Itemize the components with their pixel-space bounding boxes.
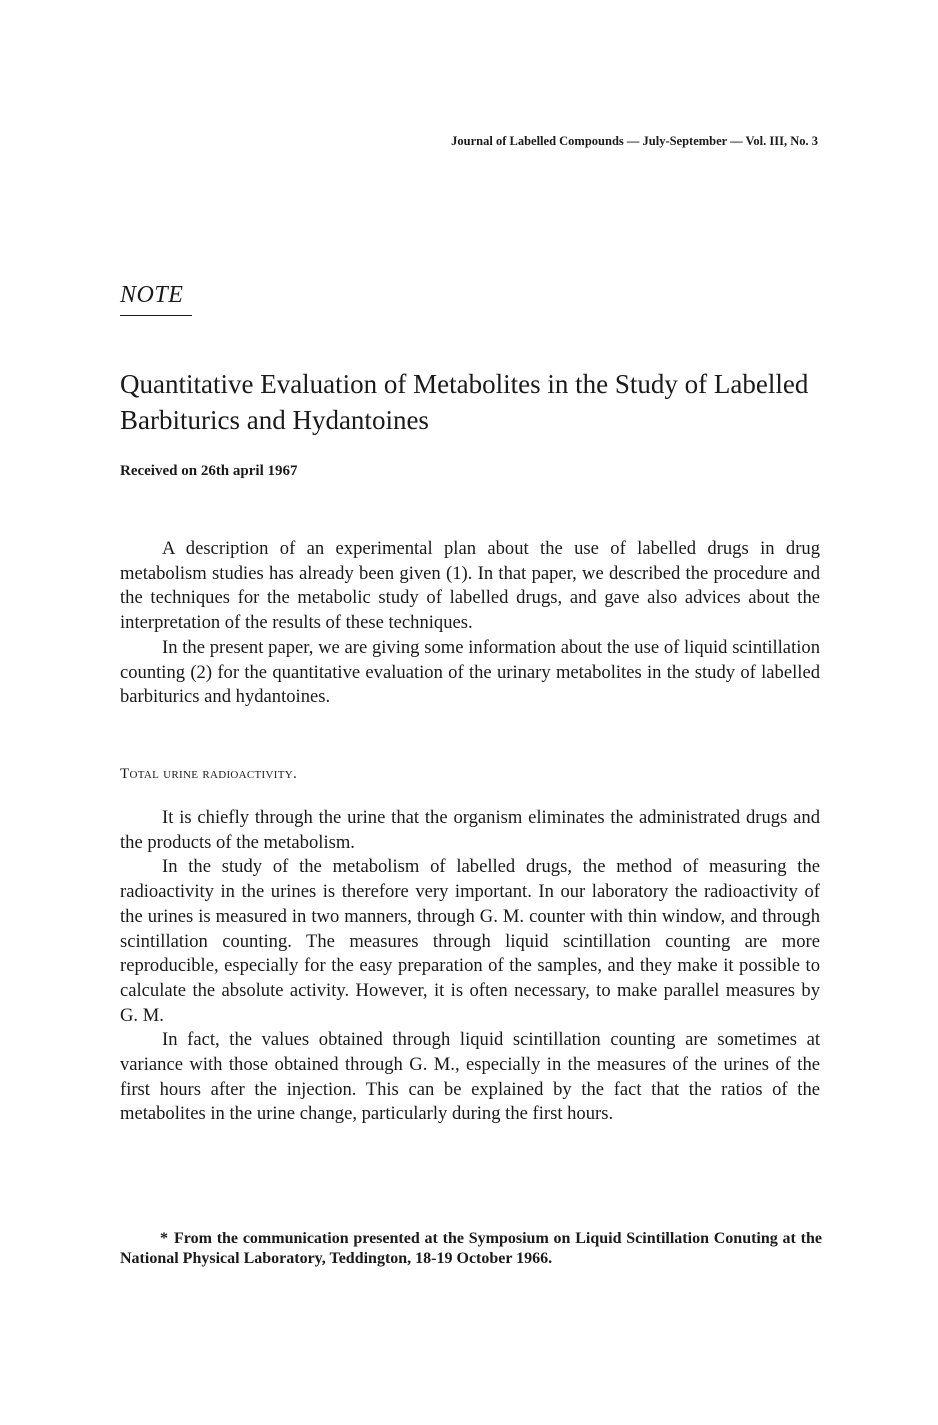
section-heading-total-urine: Total urine radioactivity. [120,766,298,782]
intro-paragraph-2: In the present paper, we are giving some information about the use of liquid scintillation counting (2) for the quantitative evaluation of the urinary metabolites in the study of labelled barbiturics and hydantoines. [120,636,820,708]
urine-section [120,806,820,1127]
article-title: Quantitative Evaluation of Metabolites in the Study of Labelled Barbiturics and Hydantoines [120,369,809,435]
urine-paragraph-3: In fact, the values obtained through liquid scintillation counting are sometimes at variance with those obtained through G. M., especially in the measures of the urines of the first hours after the injection. This can be explained by the fact that the ratios of the metabolites in the urine change, particularly during the first hours. [120,1029,820,1125]
running-head: Journal of Labelled Compounds — July-September — Vol. III, No. 3 [451,134,818,148]
received-date: Received on 26th april 1967 [120,463,298,479]
note-underline-rule [120,315,192,316]
footnote [120,1229,822,1269]
urine-paragraph-1: It is chiefly through the urine that the organism eliminates the administrated drugs and the products of the metabolism. [120,807,820,853]
note-label: NOTE [120,282,184,308]
footnote-marker: * [160,1230,168,1247]
urine-paragraph-2: In the study of the metabolism of labelled drugs, the method of measuring the radioactivity in the urines is therefore very important. In our laboratory the radioactivity of the urines is measured in two manners, through G. M. counter with thin window, and through scintillation counting. The measures through liquid scintillation counting are more reproducible, especially for the easy preparation of the samples, and they make it possible to calculate the absolute activity. However, it is often necessary, to make parallel measures by G. M. [120,856,820,1026]
intro-paragraph-1: A description of an experimental plan about the use of labelled drugs in drug metabolism studies has already been given (1). In that paper, we described the procedure and the techniques for the metabolic study of labelled drugs, and gave also advices about the interpretation of the results of these techniques. [120,538,820,634]
footnote-text: From the communication presented at the Symposium on Liquid Scintillation Conuting at the National Physical Laboratory, Teddington, 18-19 October 1966. [120,1230,822,1267]
intro-section [120,537,820,710]
